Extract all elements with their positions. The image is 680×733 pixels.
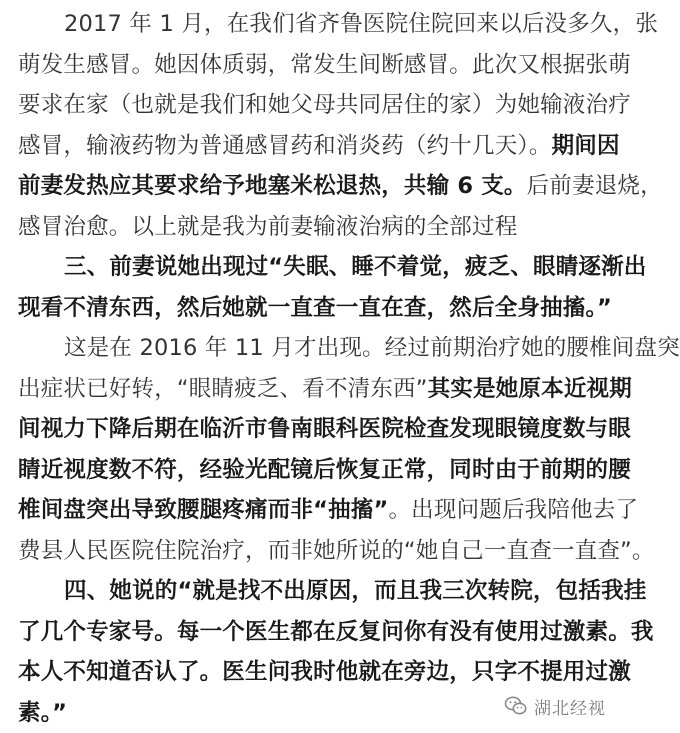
bold-text-line: 本人不知道否认了。医生问我时他就在旁边，只字不提用过激 bbox=[18, 659, 631, 685]
paragraph-3 bbox=[18, 328, 680, 571]
wechat-logo-icon bbox=[504, 694, 528, 718]
text-line: 要求在家（也就是我们和她父母共同居住的家）为她输液治疗 bbox=[18, 92, 631, 118]
bold-text-segment: 椎间盘突出导致腰腿疼痛而非“抽搐” bbox=[18, 497, 389, 523]
text-segment: 感冒，输液药物为普通感冒药和消炎药（约十几天）。 bbox=[18, 132, 552, 159]
text-segment: 出症状已好转，“眼睛疲乏、看不清东西” bbox=[18, 375, 428, 402]
text-line: 这是在 2016 年 11 月才出现。经过前期治疗她的腰椎间盘突 bbox=[64, 335, 680, 361]
text-line bbox=[18, 126, 622, 167]
text-line: 费县人民医院住院治疗，而非她所说的“她自己一直查一直查”。 bbox=[18, 537, 655, 564]
text-line: 感冒治愈。以上就是我为前妻输液治病的全部过程 bbox=[18, 213, 518, 240]
paragraph-1 bbox=[18, 4, 663, 247]
watermark-text: 湖北经视 bbox=[534, 698, 606, 719]
text-line: 萌发生感冒。她因体质弱，常发生间断感冒。此次又根据张萌 bbox=[18, 51, 631, 78]
text-line bbox=[18, 490, 639, 531]
bold-text-line: 睛近视度数不符，经验光配镜后恢复正常，同时由于前期的腰 bbox=[18, 456, 631, 483]
bold-text-line: 现看不清东西，然后她就一直查一直在查，然后全身抽搐。” bbox=[18, 294, 612, 321]
text-line bbox=[18, 369, 632, 410]
paragraph-2 bbox=[18, 247, 647, 328]
bold-text-line: 三、前妻说她出现过“失眠、睡不着觉，疲乏、眼睛逐渐出 bbox=[64, 254, 647, 280]
bold-text-line: 了几个专家号。每一个医生都在反复问你有没有使用过激素。我 bbox=[18, 618, 654, 645]
bold-text-line: 间视力下降后期在临沂市鲁南眼科医院检查发现眼镜度数与眼 bbox=[18, 416, 631, 442]
bold-text-line: 四、她说的“就是找不出原因，而且我三次转院，包括我挂 bbox=[64, 578, 647, 604]
article-body bbox=[18, 4, 680, 733]
bold-text-segment: 期间因 bbox=[551, 132, 620, 159]
watermark bbox=[500, 693, 610, 719]
text-line bbox=[18, 166, 663, 207]
bold-text-line: 素。” bbox=[18, 699, 68, 726]
text-line: 2017 年 1 月，在我们省齐鲁医院住院回来以后没多久，张 bbox=[64, 11, 659, 37]
bold-text-segment: 其实是她原本近视期 bbox=[427, 375, 632, 402]
text-segment: 后前妻退烧， bbox=[526, 173, 663, 199]
bold-text-segment: 前妻发热应其要求给予地塞米松退热，共输 6 支。 bbox=[18, 173, 527, 199]
text-segment: 。出现问题后我陪他去了 bbox=[388, 497, 639, 523]
